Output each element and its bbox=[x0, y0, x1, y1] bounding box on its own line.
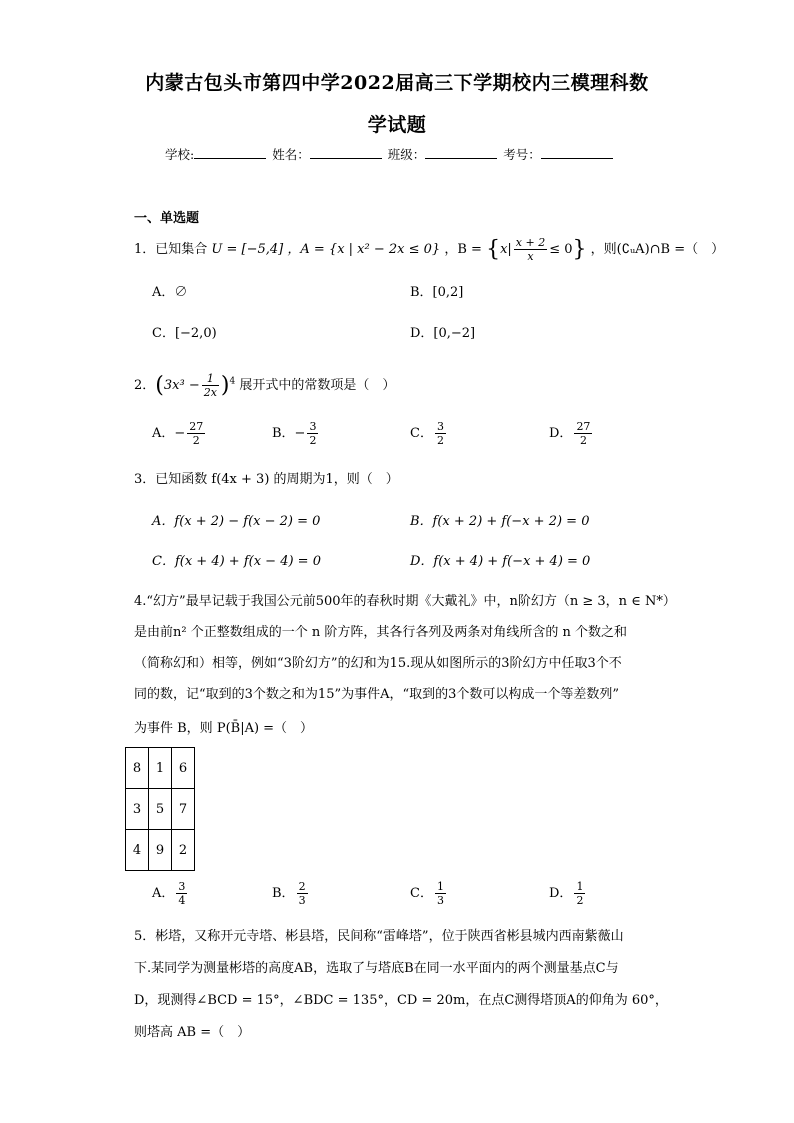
name-label: 姓名： bbox=[272, 147, 310, 162]
magic-square-row bbox=[126, 830, 195, 871]
class-blank[interactable] bbox=[425, 146, 497, 159]
q2-option-a[interactable] bbox=[152, 420, 207, 447]
q4-option-c-fraction bbox=[435, 880, 446, 907]
q1-b-right: ≤ 0 bbox=[549, 242, 573, 257]
question-3: 3．已知函数 f(4x + 3) 的周期为1，则（ ） bbox=[134, 472, 399, 487]
q3-option-b[interactable]: B．f(x + 2) + f(−x + 2) = 0 bbox=[410, 514, 590, 529]
q2-option-b[interactable] bbox=[272, 420, 320, 447]
magic-square-cell: 1 bbox=[149, 748, 172, 789]
q4-option-a[interactable] bbox=[152, 880, 189, 907]
q2-expr: 3x³ − bbox=[163, 378, 200, 393]
q4-option-c-label: C． bbox=[410, 886, 433, 901]
magic-square-cell: 9 bbox=[149, 830, 172, 871]
q4-option-c[interactable] bbox=[410, 880, 448, 907]
q2-paren-right-icon: ) bbox=[220, 373, 230, 398]
q5-line-2: 下.某同学为测量彬塔的高度AB，选取了与塔底B在同一水平面内的两个测量基点C与 bbox=[134, 961, 619, 976]
q2-option-b-label: B．− bbox=[272, 426, 306, 441]
q4-option-d-den: 2 bbox=[576, 894, 584, 907]
q1-option-c[interactable]: C．[−2,0) bbox=[152, 326, 217, 341]
q4-option-d-num: 1 bbox=[576, 880, 584, 893]
exam-no-blank[interactable] bbox=[541, 146, 613, 159]
class-label: 班级： bbox=[387, 147, 426, 162]
q4-option-b-den: 3 bbox=[298, 894, 306, 907]
q2-prefix: 2． bbox=[134, 378, 156, 393]
magic-square-row bbox=[126, 789, 195, 830]
page-title-line2: 学试题 bbox=[367, 114, 427, 136]
q2-paren-left-icon: ( bbox=[155, 373, 164, 398]
q2-option-c-den: 2 bbox=[436, 434, 444, 447]
q3-option-a[interactable]: A．f(x + 2) − f(x − 2) = 0 bbox=[152, 514, 321, 529]
q1-option-b[interactable]: B．[0,2] bbox=[410, 285, 464, 300]
q4-option-a-den: 4 bbox=[178, 894, 186, 907]
exam-no-label: 考号： bbox=[503, 147, 541, 162]
q5-line-3: D，现测得∠BCD = 15°，∠BDC = 135°，CD = 20m，在点C测得塔顶A的仰角为 60°， bbox=[134, 993, 668, 1008]
magic-square-cell: 2 bbox=[172, 830, 195, 871]
q2-option-c[interactable] bbox=[410, 420, 448, 447]
q2-option-b-num: 3 bbox=[309, 420, 317, 433]
q1-brace-left-icon: { bbox=[486, 237, 501, 262]
q2-frac-den: 2x bbox=[203, 386, 217, 399]
q4-line-2: 是由前n² 个正整数组成的一个 n 阶方阵，其各行各列及两条对角线所含的 n 个数之和 bbox=[134, 625, 627, 640]
q2-suffix: 展开式中的常数项是（ ） bbox=[239, 378, 396, 393]
q1-b-num: x + 2 bbox=[515, 236, 546, 249]
magic-square-cell: 3 bbox=[126, 789, 149, 830]
q4-option-a-fraction bbox=[176, 880, 187, 907]
q2-option-b-fraction bbox=[307, 420, 318, 447]
q1-b-pre: ，B = bbox=[444, 242, 482, 257]
q2-frac-num: 1 bbox=[202, 372, 219, 386]
q1-set-u: U = [−5,4] bbox=[211, 242, 284, 257]
q2-option-a-label: A．− bbox=[152, 426, 186, 441]
q2-option-d[interactable] bbox=[549, 420, 594, 447]
q4-line-4: 同的数，记“取到的3个数之和为15”为事件A，“取到的3个数可以构成一个等差数列” bbox=[134, 687, 620, 702]
q1-b-fraction bbox=[514, 236, 547, 263]
name-blank[interactable] bbox=[310, 146, 382, 159]
q4-option-a-num: 3 bbox=[178, 880, 186, 893]
q2-fraction bbox=[202, 372, 219, 399]
q4-option-d-fraction bbox=[574, 880, 585, 907]
q2-option-d-den: 2 bbox=[579, 434, 587, 447]
q5-line-1: 5．彬塔，又称开元寺塔、彬县塔，民间称“雷峰塔”，位于陕西省彬县城内西南紫薇山 bbox=[134, 929, 624, 944]
q3-option-c[interactable]: C．f(x + 4) + f(x − 4) = 0 bbox=[152, 554, 321, 569]
magic-square-cell: 5 bbox=[149, 789, 172, 830]
q1-bar-icon: | bbox=[507, 242, 512, 257]
q4-option-b-num: 2 bbox=[298, 880, 306, 893]
question-1 bbox=[134, 236, 724, 263]
q4-option-b-label: B． bbox=[272, 886, 295, 901]
q1-b-var: x bbox=[500, 242, 508, 257]
magic-square-row bbox=[126, 748, 195, 789]
magic-square-grid bbox=[125, 747, 195, 871]
q2-option-c-label: C． bbox=[410, 426, 433, 441]
q2-option-c-num: 3 bbox=[436, 420, 444, 433]
magic-square-cell: 6 bbox=[172, 748, 195, 789]
section-title: 一、单选题 bbox=[134, 211, 200, 226]
q2-option-a-den: 2 bbox=[192, 434, 200, 447]
q4-option-c-num: 1 bbox=[436, 880, 444, 893]
q2-option-d-fraction bbox=[574, 420, 592, 447]
q2-option-d-label: D． bbox=[549, 426, 573, 441]
q4-option-b-fraction bbox=[297, 880, 308, 907]
q1-b-den: x bbox=[527, 250, 534, 263]
school-label: 学校: bbox=[165, 147, 195, 162]
page-title-line1: 内蒙古包头市第四中学2022届高三下学期校内三模理科数 bbox=[145, 72, 649, 94]
q1-option-a[interactable]: A．∅ bbox=[152, 285, 188, 300]
magic-square-cell: 8 bbox=[126, 748, 149, 789]
q1-option-d[interactable]: D．[0,−2] bbox=[410, 326, 476, 341]
q4-line-1: 4.“幻方”最早记载于我国公元前500年的春秋时期《大戴礼》中，n阶幻方（n ≥ 3，n ∈ N*） bbox=[134, 594, 676, 609]
student-info-row bbox=[165, 145, 615, 163]
q3-option-d[interactable]: D．f(x + 4) + f(−x + 4) = 0 bbox=[410, 554, 591, 569]
magic-square-cell: 7 bbox=[172, 789, 195, 830]
q2-exponent: 4 bbox=[229, 376, 236, 387]
q4-line-3: （简称幻和）相等，例如“3阶幻方”的幻和为15.现从如图所示的3阶幻方中任取3个不 bbox=[134, 656, 622, 671]
q4-line-5: 为事件 B，则 P(B̄|A) =（ ） bbox=[134, 721, 314, 736]
q2-option-b-den: 2 bbox=[309, 434, 317, 447]
q4-option-a-label: A． bbox=[152, 886, 175, 901]
q1-set-a: ，A = {x | x² − 2x ≤ 0} bbox=[287, 242, 441, 257]
q2-option-d-num: 27 bbox=[576, 420, 591, 433]
q2-option-c-fraction bbox=[435, 420, 446, 447]
q4-option-d[interactable] bbox=[549, 880, 587, 907]
magic-square-cell: 4 bbox=[126, 830, 149, 871]
q1-suffix: ，则(∁ᵤA)∩B =（ ） bbox=[590, 242, 725, 257]
q4-option-c-den: 3 bbox=[436, 894, 444, 907]
q4-option-b[interactable] bbox=[272, 880, 310, 907]
q1-prefix: 1．已知集合 bbox=[134, 242, 208, 257]
question-2 bbox=[134, 372, 395, 399]
school-blank[interactable] bbox=[194, 146, 266, 159]
q5-line-4: 则塔高 AB =（ ） bbox=[134, 1025, 251, 1040]
q1-brace-right-icon: } bbox=[572, 237, 587, 262]
q2-option-a-fraction bbox=[187, 420, 205, 447]
q4-option-d-label: D． bbox=[549, 886, 573, 901]
q2-option-a-num: 27 bbox=[189, 420, 204, 433]
